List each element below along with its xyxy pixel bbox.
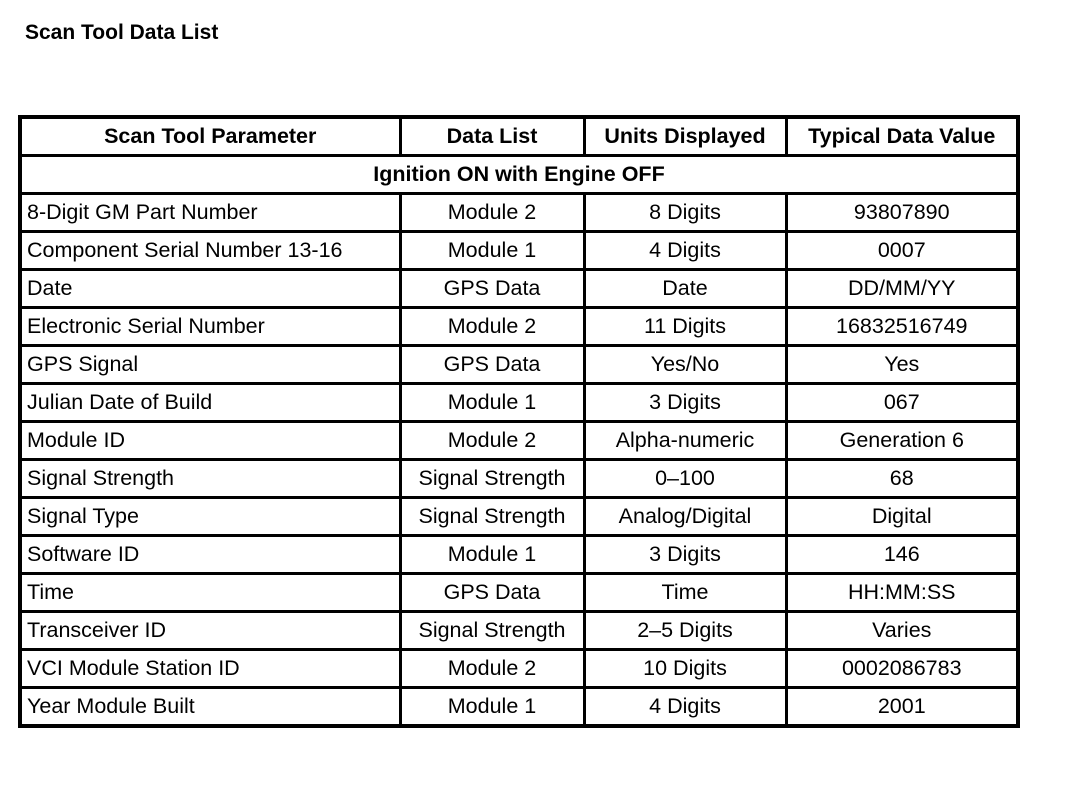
cell-units-displayed: Yes/No	[584, 346, 786, 384]
cell-parameter: 8-Digit GM Part Number	[20, 194, 400, 232]
cell-units-displayed: 0–100	[584, 460, 786, 498]
cell-parameter: Software ID	[20, 536, 400, 574]
cell-typical-data-value: 146	[786, 536, 1018, 574]
cell-data-list: Signal Strength	[400, 460, 584, 498]
cell-data-list: GPS Data	[400, 346, 584, 384]
cell-data-list: Module 1	[400, 232, 584, 270]
cell-parameter: Electronic Serial Number	[20, 308, 400, 346]
cell-typical-data-value: HH:MM:SS	[786, 574, 1018, 612]
cell-units-displayed: 10 Digits	[584, 650, 786, 688]
cell-typical-data-value: Generation 6	[786, 422, 1018, 460]
table-row	[20, 612, 1018, 650]
cell-parameter: GPS Signal	[20, 346, 400, 384]
table-row	[20, 498, 1018, 536]
table-row	[20, 536, 1018, 574]
cell-typical-data-value: Digital	[786, 498, 1018, 536]
header-data-list: Data List	[400, 117, 584, 156]
cell-typical-data-value: 16832516749	[786, 308, 1018, 346]
cell-typical-data-value: Varies	[786, 612, 1018, 650]
page-title: Scan Tool Data List	[25, 21, 219, 44]
cell-typical-data-value: DD/MM/YY	[786, 270, 1018, 308]
cell-parameter: Component Serial Number 13-16	[20, 232, 400, 270]
table-row	[20, 384, 1018, 422]
cell-parameter: Time	[20, 574, 400, 612]
table-row	[20, 194, 1018, 232]
cell-data-list: Module 2	[400, 194, 584, 232]
cell-typical-data-value: Yes	[786, 346, 1018, 384]
section-row	[20, 156, 1018, 194]
cell-units-displayed: 4 Digits	[584, 688, 786, 727]
section-label: Ignition ON with Engine OFF	[20, 156, 1018, 194]
cell-typical-data-value: 68	[786, 460, 1018, 498]
cell-parameter: Transceiver ID	[20, 612, 400, 650]
cell-typical-data-value: 93807890	[786, 194, 1018, 232]
table-row	[20, 422, 1018, 460]
cell-typical-data-value: 0002086783	[786, 650, 1018, 688]
cell-data-list: Module 2	[400, 650, 584, 688]
header-row	[20, 117, 1018, 156]
cell-parameter: Date	[20, 270, 400, 308]
cell-data-list: GPS Data	[400, 574, 584, 612]
cell-typical-data-value: 067	[786, 384, 1018, 422]
cell-data-list: Module 2	[400, 422, 584, 460]
cell-units-displayed: 2–5 Digits	[584, 612, 786, 650]
cell-units-displayed: 4 Digits	[584, 232, 786, 270]
cell-parameter: Year Module Built	[20, 688, 400, 727]
table-row	[20, 574, 1018, 612]
cell-parameter: Julian Date of Build	[20, 384, 400, 422]
table-row	[20, 460, 1018, 498]
table-row	[20, 346, 1018, 384]
table-row	[20, 688, 1018, 727]
cell-units-displayed: 11 Digits	[584, 308, 786, 346]
header-units-displayed: Units Displayed	[584, 117, 786, 156]
cell-typical-data-value: 0007	[786, 232, 1018, 270]
cell-data-list: Module 1	[400, 688, 584, 727]
cell-units-displayed: Date	[584, 270, 786, 308]
table-row	[20, 308, 1018, 346]
header-parameter: Scan Tool Parameter	[20, 117, 400, 156]
cell-data-list: Module 1	[400, 384, 584, 422]
cell-data-list: Module 1	[400, 536, 584, 574]
cell-units-displayed: 3 Digits	[584, 536, 786, 574]
cell-units-displayed: 3 Digits	[584, 384, 786, 422]
cell-parameter: Signal Strength	[20, 460, 400, 498]
scan-tool-data-table	[18, 115, 1020, 728]
cell-parameter: Signal Type	[20, 498, 400, 536]
table-row	[20, 270, 1018, 308]
cell-parameter: Module ID	[20, 422, 400, 460]
table-row	[20, 650, 1018, 688]
cell-units-displayed: 8 Digits	[584, 194, 786, 232]
cell-parameter: VCI Module Station ID	[20, 650, 400, 688]
cell-units-displayed: Analog/Digital	[584, 498, 786, 536]
header-typical-data-value: Typical Data Value	[786, 117, 1018, 156]
table-row	[20, 232, 1018, 270]
cell-units-displayed: Alpha-numeric	[584, 422, 786, 460]
cell-data-list: Signal Strength	[400, 498, 584, 536]
cell-typical-data-value: 2001	[786, 688, 1018, 727]
cell-data-list: GPS Data	[400, 270, 584, 308]
cell-data-list: Signal Strength	[400, 612, 584, 650]
cell-data-list: Module 2	[400, 308, 584, 346]
cell-units-displayed: Time	[584, 574, 786, 612]
